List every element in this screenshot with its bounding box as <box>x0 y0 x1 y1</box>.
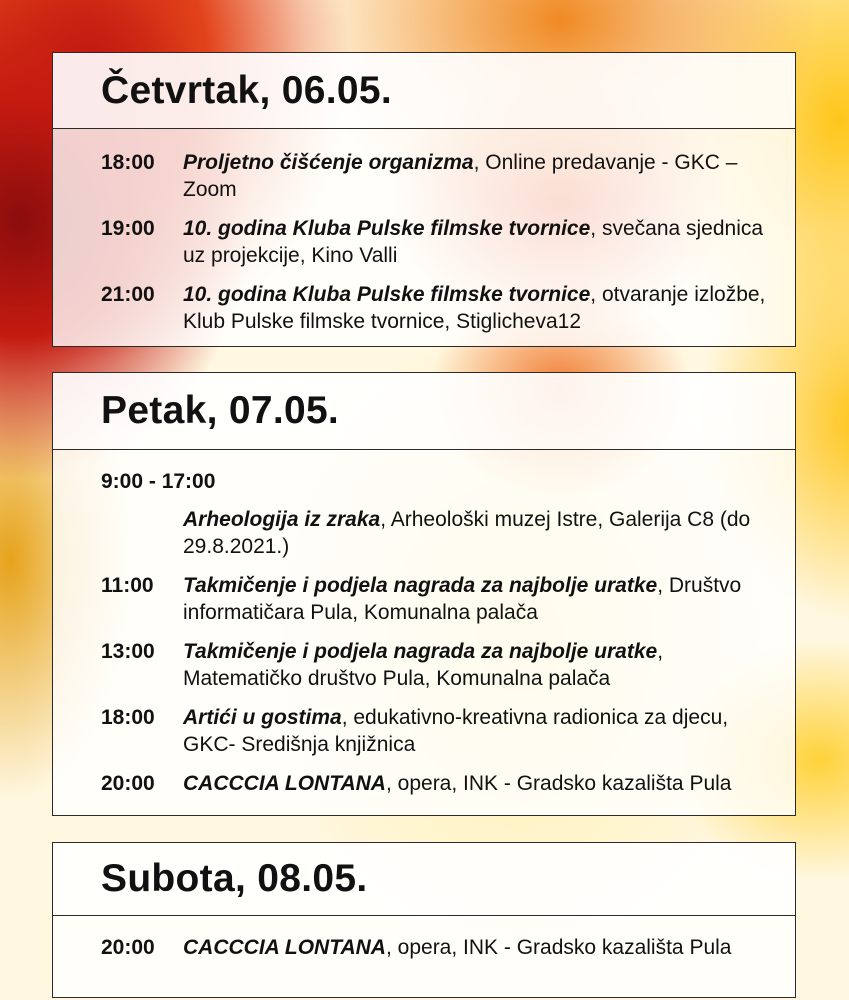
event-item <box>101 281 795 335</box>
day-title: Petak, 07.05. <box>101 389 340 432</box>
event-title: Takmičenje i podjela nagrada za najbolje uratke <box>183 640 658 663</box>
event-details: , Online predavanje - GKC – Zoom <box>183 151 738 201</box>
event-title: CACCCIA LONTANA <box>183 772 386 795</box>
event-time: 18:00 <box>101 706 155 729</box>
event-title: 10. godina Kluba Pulske filmske tvornice <box>183 283 591 306</box>
event-details: , Društvo informatičara Pula, Komunalna palača <box>183 574 742 624</box>
event-item <box>101 934 795 961</box>
event-item <box>101 149 795 203</box>
day-header <box>53 843 795 916</box>
event-time: 20:00 <box>101 772 155 795</box>
event-time: 9:00 - 17:00 <box>101 470 216 493</box>
event-description <box>183 149 795 203</box>
event-title: Arheologija iz zraka <box>183 508 381 531</box>
day-header <box>53 373 795 450</box>
event-title: Proljetno čišćenje organizma <box>183 151 474 174</box>
event-details: , edukativno-kreativna radionica za djecu, GKC- Središnja knjižnica <box>183 706 729 756</box>
day-box-thursday <box>52 52 796 347</box>
event-item <box>101 704 795 758</box>
event-details: , otvaranje izložbe, Klub Pulske filmske tvornice, Stiglicheva12 <box>183 283 766 333</box>
event-details: , opera, INK - Gradsko kazališta Pula <box>385 936 732 959</box>
event-title: Takmičenje i podjela nagrada za najbolje uratke <box>183 574 658 597</box>
day-title: Subota, 08.05. <box>101 857 368 900</box>
event-title: CACCCIA LONTANA <box>183 936 386 959</box>
day-title: Četvrtak, 06.05. <box>101 68 392 112</box>
event-time: 20:00 <box>101 936 155 959</box>
event-details: , Matematičko društvo Pula, Komunalna palača <box>183 640 664 690</box>
event-item <box>101 215 795 269</box>
event-item <box>101 572 795 626</box>
event-time: 19:00 <box>101 217 155 240</box>
event-details: , svečana sjednica uz projekcije, Kino Valli <box>183 217 764 267</box>
event-title: 10. godina Kluba Pulske filmske tvornice <box>183 217 591 240</box>
day-box-friday <box>52 372 796 816</box>
event-description <box>183 638 795 692</box>
event-title: Artići u gostima <box>183 706 342 729</box>
day-box-saturday <box>52 842 796 998</box>
event-list <box>53 450 795 797</box>
event-description <box>101 506 795 560</box>
event-description <box>183 934 795 961</box>
event-description <box>183 572 795 626</box>
event-item <box>101 770 795 797</box>
event-time: 13:00 <box>101 640 155 663</box>
event-time: 18:00 <box>101 151 155 174</box>
event-details: , Arheološki muzej Istre, Galerija C8 (do 29.8.2021.) <box>183 508 751 558</box>
event-description <box>183 281 795 335</box>
event-item <box>101 638 795 692</box>
event-description <box>183 215 795 269</box>
day-header <box>53 53 795 129</box>
event-time: 21:00 <box>101 283 155 306</box>
event-details: , opera, INK - Gradsko kazališta Pula <box>385 772 732 795</box>
event-list <box>53 129 795 335</box>
event-list <box>53 916 795 961</box>
event-description <box>183 770 795 797</box>
event-description <box>183 704 795 758</box>
event-time: 11:00 <box>101 574 154 597</box>
